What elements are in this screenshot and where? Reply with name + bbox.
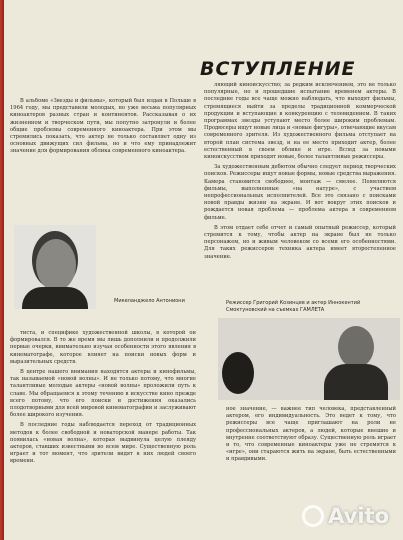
- portrait-face: [36, 239, 76, 291]
- intro-paragraph: В альбоме «Звезды и фильмы», который был издан в Польше в 1964 году, мы представили молодых, но уже весьма популярных киноактеров разных стран и континентов. Рассказывая о их жизненном и творческом пути, мы попутно затронули и более общие проблемы современного киноактера. При этом мы стремились показать, что актер не только составляет одну из основных движущих сил фильма, но и что ему принадлежит значение для формирования облика современного киноактера.: [10, 98, 196, 155]
- right-paragraph-2: За художественным дебютом обычно следует период творческих поисков. Режиссеры ищут новые формы, новые средства выражения. Камера становится свободнее, монтаж — смелее. Появляются фильмы, выполненные «на натуре», с участием непрофессиональных исполнителей. Все это связано с поисками новой правды жизни на экране. И вот вокруг этих поисков и рождается новая проблема — проблема актера в современном фильме.: [204, 164, 396, 221]
- photo1-caption: Микеланджело Антониони: [114, 298, 185, 304]
- avito-logo-icon: [302, 505, 324, 527]
- page-title: ВСТУПЛЕНИЕ: [200, 58, 356, 80]
- right-paragraph-1: ляющий киноискусство; за редким исключением, это не только популярные, но и прошедшие испытание временем актеры. В последние годы все чаще можно наблюдать, что выходят фильмы, стремящиеся выйти за пределы традиционной коммерческой продукции и вступающие в конкуренцию с телевидением. В таких программах звезды уступают место более широким проблемам. Продюсеры ищут новые лица и «новые фигуры», отвечающие вкусам современного зрителя. Из художественного фильма отступает на второй план система звезд, и на ее место приходит актер, более естественный в своем облике и игре. Вслед за новыми киноискусством приходят новые, более талантливые режиссеры.: [204, 82, 396, 161]
- smoktunovsky-body: [324, 364, 388, 400]
- bottom-left-paragraph-2: В центре нашего внимания находятся актеры и кинофильмы, так называемой «новой волны». И не только потому, что многие талантливые молодые актеры «новой волны» проложили путь к славе. Мы обращаемся к этому течению в искусстве кино прежде всего потому, что его поиски и достижения оказались плодотворными для всей мировой кинематографии и заслуживают более широкого изучения.: [10, 369, 196, 419]
- kozintsev-head: [222, 352, 254, 394]
- smoktunovsky-head: [338, 326, 374, 368]
- photo2-caption: Режиссер Григорий Козинцев и актер Иннокентий Смоктуновский на съемках ГАМЛЕТА: [226, 300, 361, 313]
- portrait-suit: [22, 287, 88, 309]
- bottom-left-paragraph-1: тиста, и специфике художественной школы, в которой он формировался. В то же время мы лишь дополнили и продолжили первые очерки, внимательно изучая особенности этого явления в кинематографе, которое влияет на поиски новых форм и выразительных средств.: [10, 330, 196, 365]
- bottom-left-column: [10, 330, 196, 535]
- photo-antonioni: [14, 225, 96, 309]
- intro-column: [10, 98, 196, 216]
- watermark-text: Avito: [328, 504, 389, 528]
- right-column: [204, 82, 396, 278]
- book-page: [4, 0, 403, 540]
- bottom-left-paragraph-3: В последние годы наблюдается переход от традиционных методов к более свободной и новаторской манере работы. Так появилась «новая волна», которая выдвинула целую плеяду актеров, ставших известными во всем мире. Существенную роль играет и тот момент, что зрители видят в них людей своего времени.: [10, 422, 196, 465]
- right-paragraph-3: В этом отдает себе отчет и самый опытный режиссер, который стремится к тому, чтобы актер на экране был не только персонажем, но и живым человеком со всеми его особенностями. Для таких режиссеров техника актера имеет второстепенное значение.: [204, 224, 396, 260]
- bottom-right-paragraph: ное значение, — важнее тип человека, представленный актером, его индивидуальность. Это ведет к тому, что режиссеры все чаще приглашают на роли не профессиональных актеров, а людей, которые внешне и внутренне соответствуют образу. Существенную роль играет и то, что современные киноактеры уже не стремятся к «игре», они стараются жить на экране, быть естественными и правдивыми.: [226, 406, 396, 463]
- avito-watermark: [302, 504, 389, 528]
- photo-hamlet-set: [218, 318, 400, 400]
